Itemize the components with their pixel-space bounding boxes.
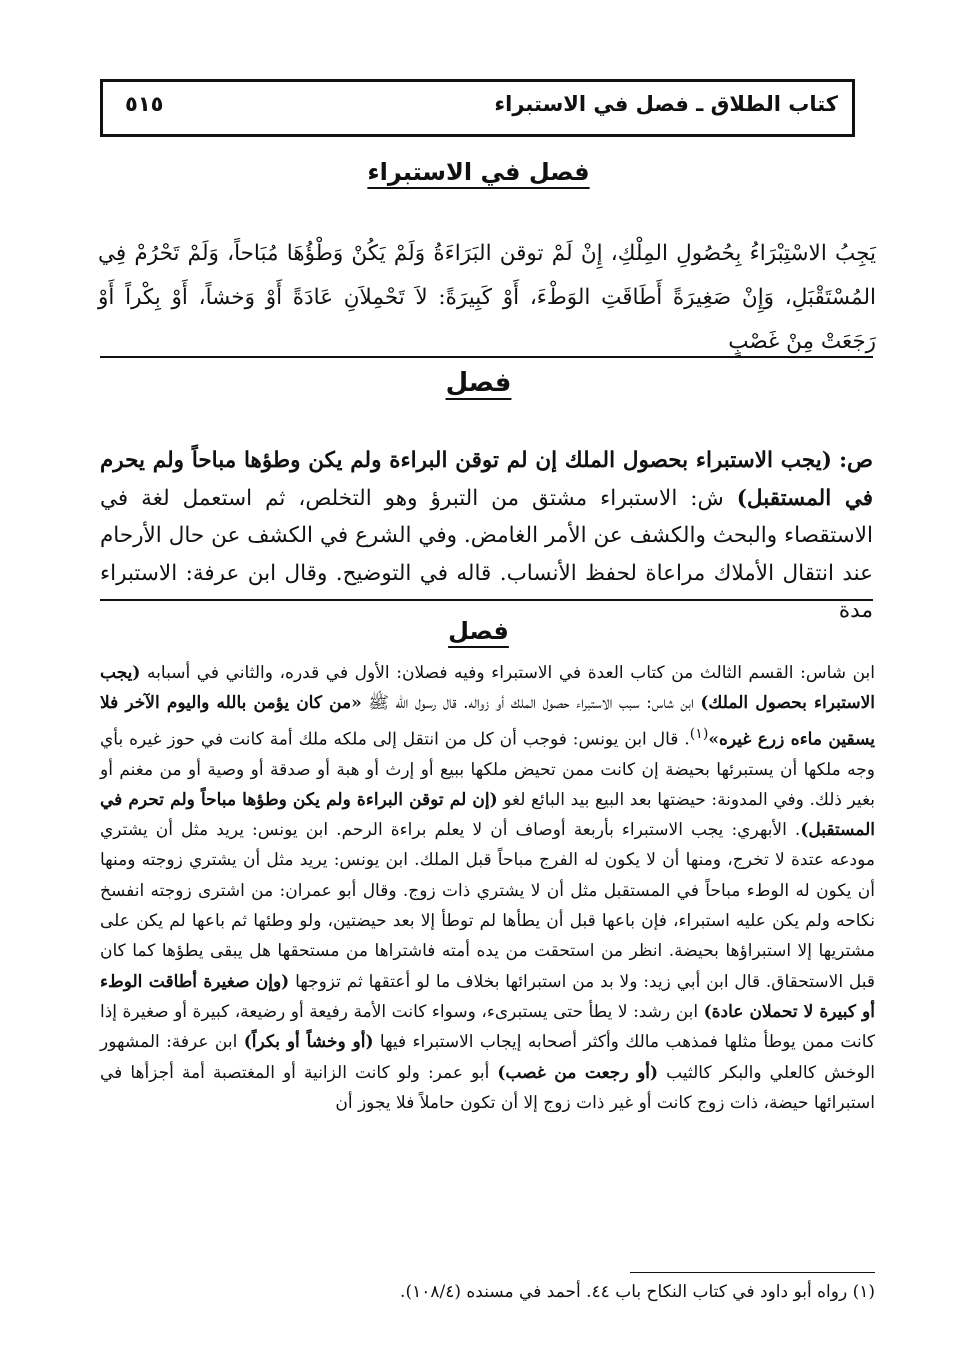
sharh-quote: (يجب الاستبراء بحصول الملك إن لم توقن البراءة ولم يكن وطؤها مباحاً ولم يحرم في المستقبل) [100, 448, 874, 511]
matn-text: يَجِبُ الاسْتِبْرَاءُ بِحُصُولِ المِلْكِ، إِنْ لَمْ توقن البَرَاءَةُ وَلَمْ يَكُنْ وَطْؤُهَا مُبَاحاً، وَلَمْ تَحْرُمْ فِي المُسْتَقْبَلِ، وَإِنْ صَغِيرَةً أَطَاقَتِ الوَطْءَ، أَوْ كَبِيرَةً: لاَ تَحْمِلاَنِ عَادَةً أَوْ وَخشاً، أَوْ بِكْراً أَوْ رَجَعَتْ مِنْ غَصْبٍ [98, 241, 876, 354]
footnote: (١) رواه أبو داود في كتاب النكاح باب ٤٤. أحمد في مسنده (١٠٨/٤). [400, 1282, 875, 1302]
sharh-prefix: ص: [839, 448, 873, 473]
page-number: ٥١٥ [125, 92, 164, 116]
section-heading: فصل في الاستبراء [367, 158, 590, 186]
sharh-text: ش: الاستبراء مشتق من التبرؤ وهو التخلص، ثم استعمل لغة في الاستقصاء والبحث والكشف عن الأمر الغامض. وفي الشرع في الكشف عن حال الأرحام عند انتقال الأملاك مراعاة لحفظ الأنساب. قاله في التوضيح. وقال ابن عرفة: الاستبراء مدة [100, 485, 873, 623]
divider-rule [100, 356, 873, 358]
footnote-marker[interactable]: (١) [689, 725, 709, 742]
commentary-heading: فصل [448, 617, 509, 645]
commentary-paragraph: ابن شاس: القسم الثالث من كتاب العدة في الاستبراء وفيه فصلان: الأول في قدره، والثاني في أسبابه (يجب الاستبراء بحصول الملك) ابن شاس: سبب الاستبراء حصول الملك أو زواله. قال رسول الله ﷺ «من كان يؤمن بالله واليوم الآخر فلا يسقين ماءه زرع غيره»$^{(١)}$. قال ابن يونس: فوجب أن كل من انتقل إلى ملكه ملك أمة كانت في حوز غيره بأي وجه ملكها أن يستبرئها بحيضة إن كانت ممن تحيض ملكها ببيع أو إرث أو هبة أو صدقة أو وصية أو من مغنم أو بغير ذلك. وفي المدونة: حيضتها بعد البيع بيد البائع لغو (إن لم توقن البراءة ولم يكن وطؤها مباحاً ولم تحرم في المستقبل). الأبهري: يجب الاستبراء بأربعة أوصاف أن لا يعلم براءة الرحم. ابن يونس: يريد مثل أن يشتري مودعه عتدة لا تخرج، ومنها أن لا يكون له الفرج مباحاً قبل الملك. ابن يونس: يريد مثل أن يشتري زوجته ومنها أن يكون له الوطء مباحاً في المستقبل مثل أن لا يشتري ذات زوج. وقال أبو عمران: من اشترى زوجته انفسخ نكاحه ولم يكن عليه استبراء، فإن باعها قبل أن يطأها لم توطأ إلا بعد حيضتين، ولو وطئها ثم باعها لم يكن على مشتريها إلا استبراؤها بحيضة. انظر من استحقت من يده أمته فاشتراها من مستحقها هل يبقى يطؤها كما كان قبل الاستحقاق. قال ابن أبي زيد: ولا بد من استبرائها بخلاف ما لو أعتقها ثم تزوجها (وإن صغيرة أطاقت الوطء أو كبيرة لا تحملان عادة) ابن رشد: لا يطأ حتى يستبرىء، وسواء كانت الأمة رفيعة أو رضيعة، كبيرة أو صغيرة إذا كانت ممن يوطأ مثلها فمذهب مالك وأكثر أصحابه إيجاب الاستبراء فيها (أو وخشاً أو بكراً) ابن عرفة: المشهور الوخش كالعلي والبكر كالثيب (أو رجعت من غصب) أبو عمر: ولو كانت الزانية أو المغتصبة أمة أجزأها في استبرائها حيضة، ذات زوج كانت أو غير ذات زوج إلا أن تكون حاملاً فلا يجوز أن [100, 663, 876, 1113]
running-header [100, 79, 855, 137]
sharh-paragraph [100, 442, 873, 630]
footnote-rule [630, 1272, 875, 1273]
divider-rule [100, 599, 873, 601]
header-title: كتاب الطلاق ـ فصل في الاستبراء [494, 92, 838, 116]
sharh-heading: فصل [445, 368, 512, 398]
